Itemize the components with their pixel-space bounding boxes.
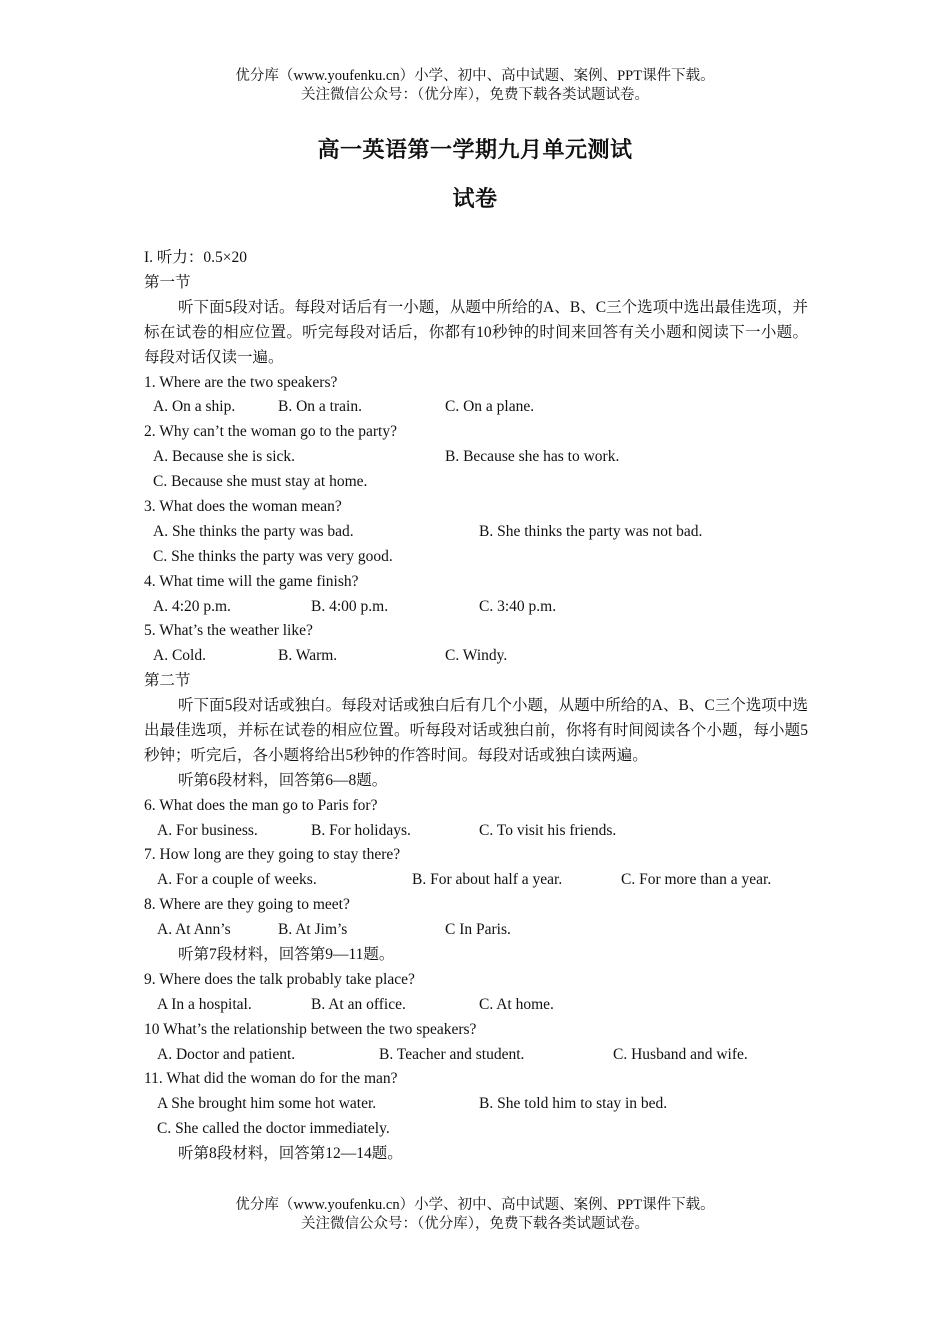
- document-title: 高一英语第一学期九月单元测试: [317, 138, 633, 163]
- question-options: [144, 545, 808, 570]
- option-c: C. Because she must stay at home.: [153, 473, 368, 491]
- header-line-2: 关注微信公众号：（优分库），免费下载各类试题试卷。: [301, 87, 649, 103]
- question-stem: 9. Where does the talk probably take place?: [144, 970, 415, 988]
- question-stem: 1. Where are the two speakers?: [144, 373, 338, 391]
- material-note: 听第6段材料，回答第6—8题。: [178, 771, 388, 789]
- footer-line-1: 优分库（www.youfenku.cn）小学、初中、高中试题、案例、PPT课件下载。: [235, 1197, 715, 1213]
- part-label: 第二节: [144, 672, 191, 690]
- option-a: A. Cold.: [153, 647, 206, 665]
- question-options: [144, 993, 808, 1018]
- part-instructions: 听下面5段对话或独白。每段对话或独白后有几个小题，从题中所给的A、B、C三个选项中选出最佳选项，并标在试卷的相应位置。听每段对话或独白前，你将有时间阅读各个小题，每小题5秒钟；听完后，各小题将给出5秒钟的作答时间。每段对话或独白读两遍。: [144, 697, 808, 764]
- section-heading: I. 听力：0.5×20: [144, 249, 248, 266]
- question-options: [144, 595, 808, 620]
- question-options: [144, 918, 808, 943]
- option-a: A. Because she is sick.: [153, 448, 296, 466]
- option-c: C. Husband and wife.: [613, 1045, 748, 1063]
- option-b: B. 4:00 p.m.: [311, 597, 389, 615]
- question-stem: 10 What’s the relationship between the two speakers?: [144, 1020, 477, 1038]
- question-stem: 2. Why can’t the woman go to the party?: [144, 423, 397, 441]
- option-b: B. At Jim’s: [278, 921, 348, 939]
- option-c: C In Paris.: [445, 921, 511, 939]
- question-options: [144, 1092, 808, 1117]
- option-a: A In a hospital.: [157, 995, 252, 1013]
- question-options: [144, 868, 808, 893]
- footer-line-2: 关注微信公众号：（优分库），免费下载各类试题试卷。: [301, 1216, 649, 1232]
- option-b: B. For about half a year.: [412, 871, 563, 889]
- option-c: C. To visit his friends.: [479, 821, 617, 839]
- option-c: C. She called the doctor immediately.: [157, 1120, 390, 1138]
- question-options: [144, 445, 808, 470]
- option-c: C. At home.: [479, 995, 554, 1013]
- option-b: B. She thinks the party was not bad.: [479, 522, 703, 540]
- question-stem: 6. What does the man go to Paris for?: [144, 796, 378, 814]
- question-stem: 3. What does the woman mean?: [144, 497, 342, 515]
- question-options: [144, 470, 808, 495]
- option-a: A. For a couple of weeks.: [157, 871, 317, 889]
- option-a: A. At Ann’s: [157, 921, 231, 939]
- option-a: A. 4:20 p.m.: [153, 597, 231, 615]
- part-instructions: 听下面5段对话。每段对话后有一小题，从题中所给的A、B、C三个选项中选出最佳选项，并标在试卷的相应位置。听完每段对话后，你都有10秒钟的时间来回答有关小题和阅读下一小题。每段对话仅读一遍。: [144, 298, 808, 366]
- question-options: [144, 1117, 808, 1142]
- option-b: B. Warm.: [278, 647, 338, 665]
- option-c: C. On a plane.: [445, 398, 535, 416]
- question-stem: 11. What did the woman do for the man?: [144, 1070, 398, 1088]
- question-options: [144, 520, 808, 545]
- option-b: B. On a train.: [278, 398, 362, 416]
- question-options: [144, 1043, 808, 1068]
- exam-content: [144, 246, 808, 1167]
- page-footer: [0, 1196, 950, 1234]
- question-options: [144, 819, 808, 844]
- page-header: [0, 67, 950, 105]
- option-c: C. For more than a year.: [621, 871, 772, 889]
- option-a: A She brought him some hot water.: [157, 1095, 377, 1113]
- question-stem: 7. How long are they going to stay there?: [144, 846, 401, 864]
- document-subtitle: 试卷: [452, 187, 498, 212]
- question-options: [144, 395, 808, 420]
- option-b: B. At an office.: [311, 995, 406, 1013]
- material-note: 听第7段材料，回答第9—11题。: [178, 946, 395, 964]
- option-b: B. She told him to stay in bed.: [479, 1095, 668, 1113]
- option-b: B. Teacher and student.: [379, 1045, 525, 1063]
- material-note: 听第8段材料，回答第12—14题。: [178, 1145, 403, 1163]
- part-label: 第一节: [144, 273, 191, 291]
- header-line-1: 优分库（www.youfenku.cn）小学、初中、高中试题、案例、PPT课件下载。: [235, 68, 715, 84]
- question-options: [144, 644, 808, 669]
- option-a: A. On a ship.: [153, 398, 236, 416]
- option-c: C. She thinks the party was very good.: [153, 547, 393, 565]
- question-stem: 4. What time will the game finish?: [144, 572, 359, 590]
- option-c: C. 3:40 p.m.: [479, 597, 557, 615]
- question-stem: 8. Where are they going to meet?: [144, 896, 350, 914]
- option-c: C. Windy.: [445, 647, 508, 665]
- option-b: B. For holidays.: [311, 821, 411, 839]
- option-a: A. Doctor and patient.: [157, 1045, 296, 1063]
- question-stem: 5. What’s the weather like?: [144, 622, 313, 640]
- option-a: A. She thinks the party was bad.: [153, 522, 354, 540]
- option-a: A. For business.: [157, 821, 258, 839]
- option-b: B. Because she has to work.: [445, 448, 620, 466]
